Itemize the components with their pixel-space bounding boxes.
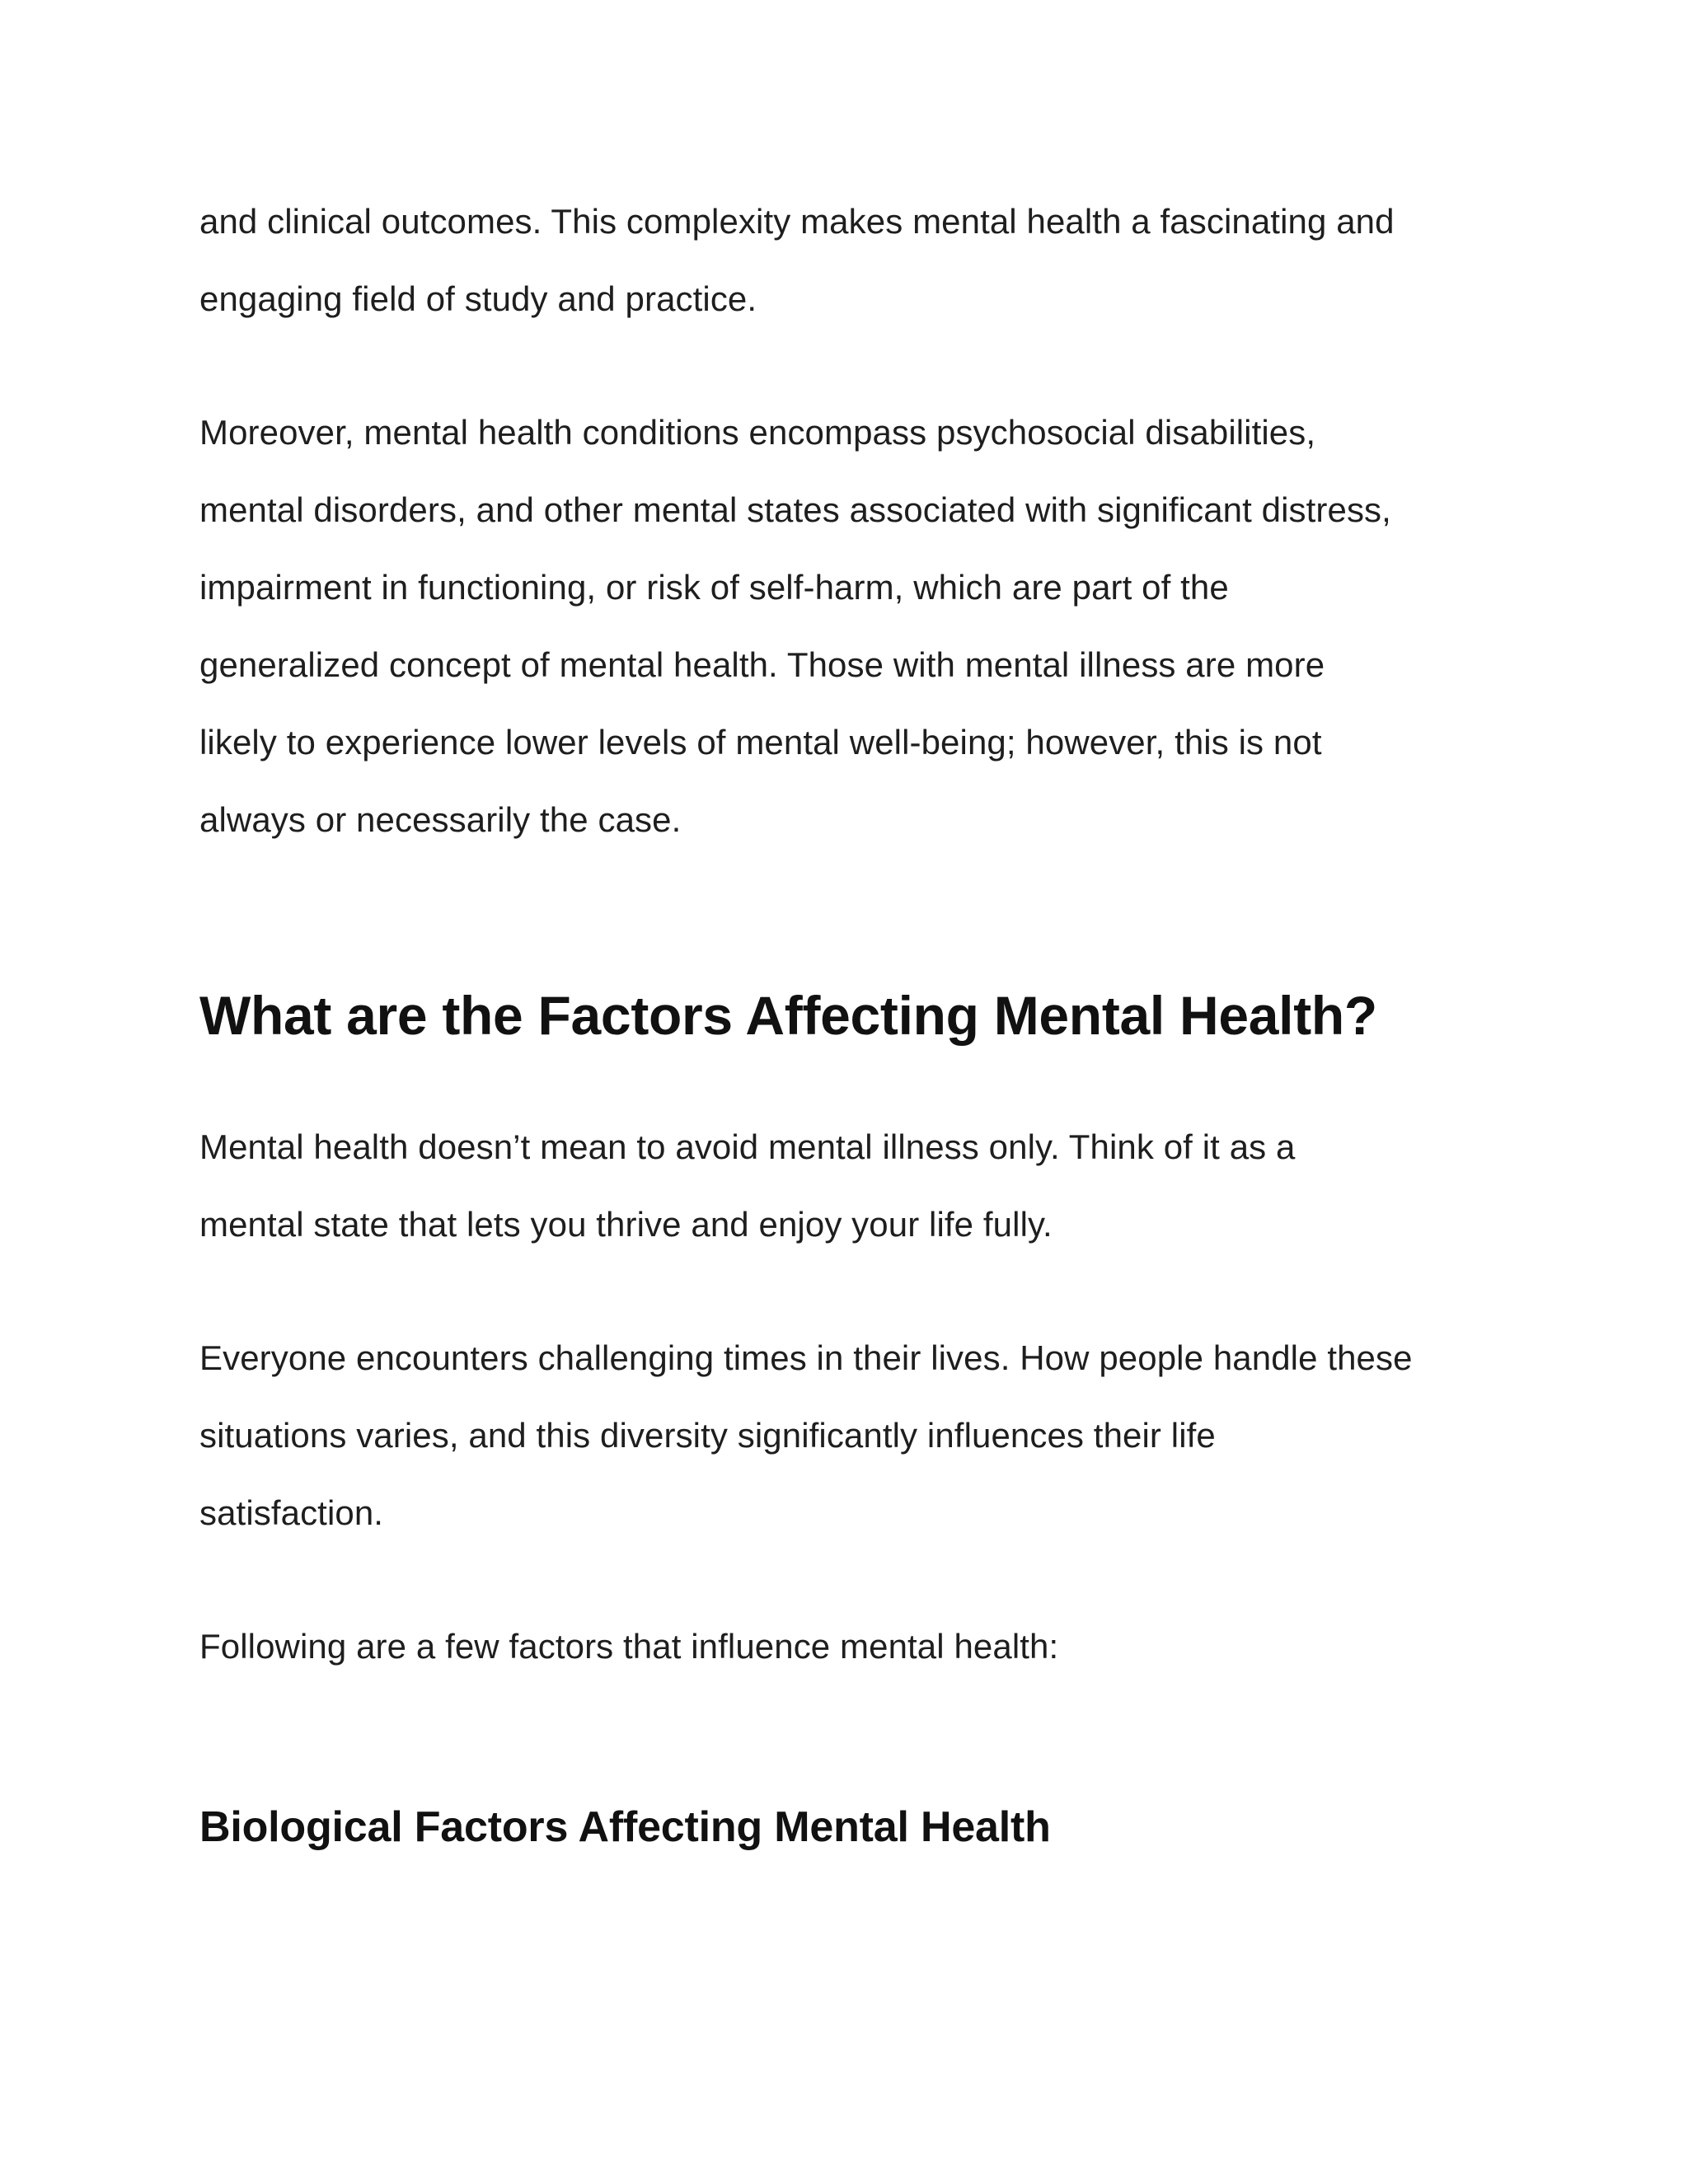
paragraph-line: always or necessarily the case. [199, 800, 682, 839]
paragraph-line: generalized concept of mental health. Those with mental illness are more [199, 645, 1325, 684]
intro-paragraph [199, 183, 1502, 338]
factors-intro-paragraph [199, 1608, 1502, 1685]
paragraph-line: Following are a few factors that influence mental health: [199, 1627, 1059, 1666]
paragraph-line: impairment in functioning, or risk of self-harm, which are part of the [199, 568, 1229, 607]
section-heading: What are the Factors Affecting Mental Health? [199, 985, 1377, 1046]
paragraph-line: mental state that lets you thrive and enjoy your life fully. [199, 1205, 1053, 1244]
paragraph-line: mental disorders, and other mental states associated with significant distress, [199, 490, 1391, 529]
paragraph-line: Moreover, mental health conditions encompass psychosocial disabilities, [199, 413, 1316, 452]
paragraph-line: satisfaction. [199, 1493, 384, 1532]
paragraph-line: and clinical outcomes. This complexity makes mental health a fascinating and [199, 202, 1395, 241]
challenges-paragraph [199, 1319, 1502, 1552]
paragraph-line: likely to experience lower levels of mental well-being; however, this is not [199, 723, 1322, 762]
subsection-heading: Biological Factors Affecting Mental Health [199, 1803, 1051, 1851]
definition-paragraph [199, 1108, 1502, 1263]
paragraph-line: engaging field of study and practice. [199, 279, 757, 318]
moreover-paragraph [199, 394, 1502, 859]
paragraph-line: Everyone encounters challenging times in their lives. How people handle these [199, 1338, 1413, 1377]
paragraph-line: Mental health doesn’t mean to avoid mental illness only. Think of it as a [199, 1127, 1296, 1166]
paragraph-line: situations varies, and this diversity significantly influences their life [199, 1416, 1216, 1455]
